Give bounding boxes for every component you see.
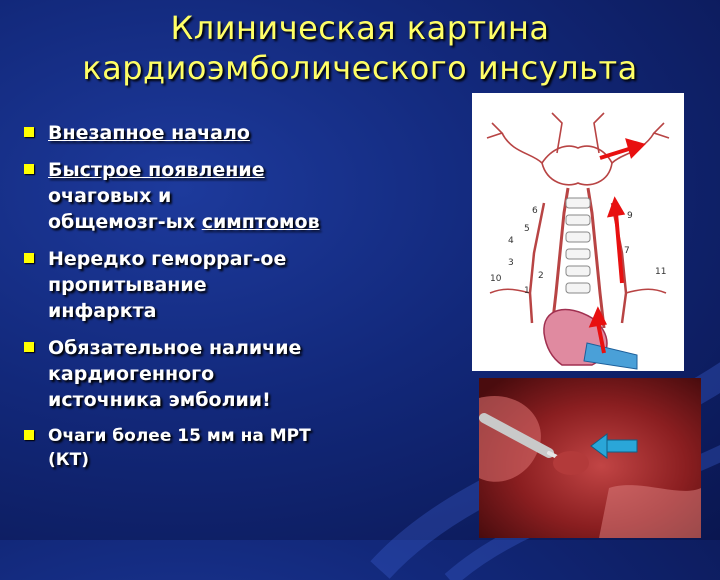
bullet-text: Очаги более 15 мм на МРТ — [48, 426, 311, 446]
bullet-text: источника эмболии! — [48, 389, 271, 411]
square-bullet-icon — [24, 164, 34, 174]
square-bullet-icon — [24, 342, 34, 352]
bullet-text: Внезапное начало — [48, 122, 250, 144]
diagram-label: 3 — [508, 258, 514, 268]
diagram-label: 7 — [624, 246, 630, 256]
bullet-item — [22, 246, 422, 324]
diagram-label: 9 — [627, 211, 633, 221]
bullet-text-line — [48, 209, 422, 235]
arteries-drawing — [472, 93, 684, 371]
arterial-anatomy-diagram — [472, 93, 684, 371]
bullet-item — [22, 120, 422, 146]
slide-title — [0, 8, 720, 88]
bullet-text: кардиогенного — [48, 363, 215, 385]
specimen-photo — [479, 378, 701, 538]
diagram-label: 5 — [524, 224, 530, 234]
bullet-text: очаговых и — [48, 185, 172, 207]
diagram-label: 2 — [538, 271, 544, 281]
diagram-label: 1 — [524, 286, 530, 296]
square-bullet-icon — [24, 430, 34, 440]
diagram-label: 6 — [532, 206, 538, 216]
bullet-item — [22, 424, 422, 472]
bullet-item — [22, 335, 422, 413]
bullet-text: общемозг-ых — [48, 211, 202, 233]
square-bullet-icon — [24, 253, 34, 263]
title-line-1: Клиническая картина — [170, 9, 550, 47]
bullet-text: Быстрое появление — [48, 159, 265, 181]
diagram-label: 11 — [655, 267, 667, 277]
title-line-2: кардиоэмболического инсульта — [82, 49, 638, 87]
bullet-list — [22, 120, 422, 483]
bullet-text: инфаркта — [48, 300, 157, 322]
bullet-text: (КТ) — [48, 450, 90, 470]
bullet-text: пропитывание — [48, 274, 207, 296]
bullet-underlined-text: симптомов — [201, 211, 320, 233]
bullet-text: Обязательное наличие — [48, 337, 302, 359]
bullet-item — [22, 157, 422, 235]
square-bullet-icon — [24, 127, 34, 137]
bullet-text: Нередко геморраг-ое — [48, 248, 287, 270]
red-arrows — [592, 141, 642, 353]
diagram-label: 10 — [490, 274, 502, 284]
diagram-label: 4 — [508, 236, 514, 246]
